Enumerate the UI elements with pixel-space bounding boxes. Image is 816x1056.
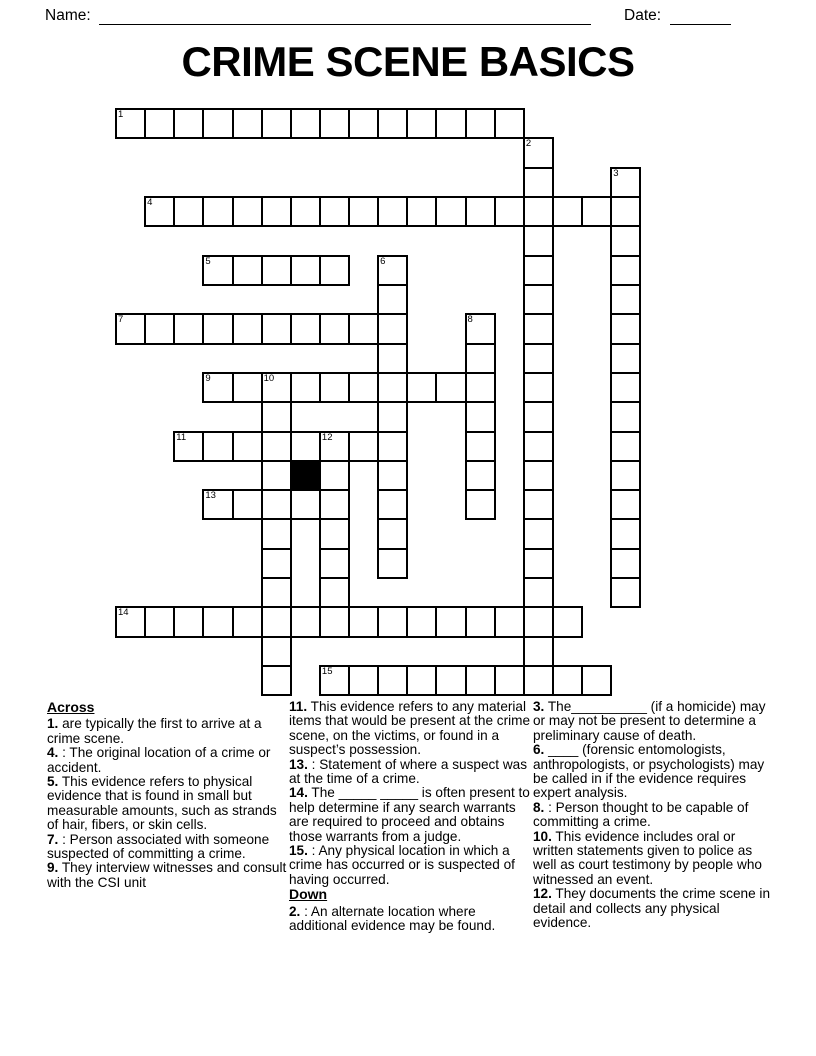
- grid-cell[interactable]: [348, 431, 379, 462]
- clue-number: 4: [147, 196, 153, 208]
- grid-cell[interactable]: [319, 313, 350, 344]
- grid-cell[interactable]: [261, 548, 292, 579]
- grid-cell[interactable]: [406, 196, 437, 227]
- grid-cell[interactable]: [406, 665, 437, 696]
- clue-number-label: 2.: [289, 903, 301, 919]
- grid-cell[interactable]: [377, 518, 408, 549]
- grid-cell[interactable]: [290, 196, 321, 227]
- grid-cell[interactable]: [377, 343, 408, 374]
- grid-cell[interactable]: [173, 196, 204, 227]
- clue-across-7: [47, 833, 288, 862]
- clue-number-label: 15.: [289, 843, 308, 859]
- clue-number-label: 13.: [289, 756, 308, 772]
- clue-text: : Person thought to be capable of committing a crime.: [533, 799, 749, 830]
- grid-cell[interactable]: [494, 196, 525, 227]
- grid-cell[interactable]: [261, 665, 292, 696]
- clue-number-label: 4.: [47, 745, 59, 761]
- grid-cell[interactable]: [494, 665, 525, 696]
- grid-cell[interactable]: [610, 460, 641, 491]
- grid-cell[interactable]: [523, 431, 554, 462]
- grid-cell[interactable]: [465, 372, 496, 403]
- grid-cell[interactable]: [377, 401, 408, 432]
- grid-cell[interactable]: [610, 401, 641, 432]
- clue-number-label: 12.: [533, 886, 552, 902]
- clue-across-4: [47, 746, 288, 775]
- grid-cell[interactable]: [202, 489, 233, 520]
- clue-column-2: [289, 700, 532, 934]
- grid-cell[interactable]: [232, 313, 263, 344]
- grid-cell[interactable]: [290, 489, 321, 520]
- grid-cell[interactable]: [261, 255, 292, 286]
- clue-across-1: [47, 717, 288, 746]
- clue-number-label: 3.: [533, 699, 545, 714]
- grid-cell[interactable]: [377, 665, 408, 696]
- grid-cell[interactable]: [261, 431, 292, 462]
- page-title: CRIME SCENE BASICS: [181, 38, 635, 85]
- clue-down-8: [533, 801, 773, 830]
- clue-down-6: [533, 743, 773, 801]
- clue-number: 8: [467, 314, 473, 326]
- grid-cell[interactable]: [290, 108, 321, 139]
- grid-cell[interactable]: [232, 108, 263, 139]
- grid-cell[interactable]: [290, 313, 321, 344]
- grid-cell[interactable]: [435, 665, 466, 696]
- grid-cell[interactable]: [465, 606, 496, 637]
- clue-down-3: [533, 700, 773, 743]
- clue-number-label: 7.: [47, 831, 59, 847]
- grid-cell[interactable]: [202, 431, 233, 462]
- grid-cell[interactable]: [435, 606, 466, 637]
- clue-number: 6: [380, 255, 386, 267]
- grid-cell[interactable]: [377, 372, 408, 403]
- grid-cell[interactable]: [610, 372, 641, 403]
- clue-across-11: [289, 700, 532, 758]
- grid-cell[interactable]: [290, 606, 321, 637]
- clue-number: 3: [613, 167, 619, 179]
- clue-number-label: 14.: [289, 785, 308, 801]
- grid-cell[interactable]: [494, 606, 525, 637]
- grid-cell[interactable]: [232, 255, 263, 286]
- grid-cell[interactable]: [261, 489, 292, 520]
- grid-cell[interactable]: [202, 108, 233, 139]
- grid-cell[interactable]: [465, 313, 496, 344]
- grid-cell[interactable]: [261, 460, 292, 491]
- crossword-grid: [115, 108, 675, 708]
- grid-cell[interactable]: [261, 372, 292, 403]
- grid-cell[interactable]: [319, 489, 350, 520]
- grid-cell[interactable]: [465, 401, 496, 432]
- grid-cell[interactable]: [465, 108, 496, 139]
- grid-cell[interactable]: [144, 196, 175, 227]
- grid-cell[interactable]: [523, 167, 554, 198]
- clue-header-down: Down: [289, 886, 328, 903]
- grid-cell[interactable]: [377, 460, 408, 491]
- grid-cell[interactable]: [610, 343, 641, 374]
- grid-cell[interactable]: [319, 577, 350, 608]
- clue-text: They documents the crime scene in detail and collects any physical evidence.: [533, 886, 771, 931]
- grid-cell[interactable]: [115, 108, 146, 139]
- grid-cell[interactable]: [523, 137, 554, 168]
- clue-number: 12: [321, 431, 333, 443]
- grid-cell[interactable]: [261, 518, 292, 549]
- grid-cell[interactable]: [523, 665, 554, 696]
- clue-text: They interview witnesses and consult with the CSI unit: [47, 860, 287, 890]
- clue-number: 10: [263, 372, 275, 384]
- grid-cell[interactable]: [261, 196, 292, 227]
- grid-cell[interactable]: [144, 606, 175, 637]
- grid-cell[interactable]: [523, 313, 554, 344]
- clue-text: : The original location of a crime or accident.: [47, 745, 271, 775]
- grid-cell[interactable]: [523, 489, 554, 520]
- grid-cell[interactable]: [610, 255, 641, 286]
- grid-cell[interactable]: [465, 196, 496, 227]
- grid-cell[interactable]: [610, 284, 641, 315]
- grid-cell[interactable]: [523, 343, 554, 374]
- grid-cell[interactable]: [232, 489, 263, 520]
- grid-cell[interactable]: [465, 431, 496, 462]
- grid-cell[interactable]: [348, 665, 379, 696]
- grid-cell[interactable]: [435, 196, 466, 227]
- grid-cell[interactable]: [202, 606, 233, 637]
- grid-cell[interactable]: [348, 313, 379, 344]
- grid-cell[interactable]: [290, 255, 321, 286]
- grid-cell[interactable]: [261, 606, 292, 637]
- grid-cell[interactable]: [377, 108, 408, 139]
- clue-number: 14: [118, 607, 129, 619]
- clue-across-13: [289, 758, 532, 787]
- clue-text: This evidence refers to any material items that would be present at the crime scene, on the victims, or found in a suspect’s possession.: [289, 699, 531, 758]
- grid-cell[interactable]: [523, 401, 554, 432]
- grid-cell[interactable]: [435, 108, 466, 139]
- grid-cell[interactable]: [202, 255, 233, 286]
- grid-cell[interactable]: [523, 225, 554, 256]
- clue-down-2: [289, 905, 532, 934]
- grid-cell[interactable]: [610, 313, 641, 344]
- grid-cell[interactable]: [232, 196, 263, 227]
- grid-cell[interactable]: [523, 372, 554, 403]
- grid-cell[interactable]: [348, 108, 379, 139]
- grid-cell[interactable]: [232, 431, 263, 462]
- grid-cell[interactable]: [523, 255, 554, 286]
- grid-cell[interactable]: [202, 313, 233, 344]
- grid-cell[interactable]: [319, 255, 350, 286]
- grid-cell[interactable]: [377, 431, 408, 462]
- grid-cell[interactable]: [494, 108, 525, 139]
- grid-cell[interactable]: [232, 372, 263, 403]
- grid-cell[interactable]: [173, 431, 204, 462]
- clue-number-label: 6.: [533, 742, 545, 758]
- grid-cell[interactable]: [319, 460, 350, 491]
- grid-cell[interactable]: [610, 489, 641, 520]
- grid-cell[interactable]: [377, 606, 408, 637]
- name-input-line[interactable]: [99, 24, 591, 25]
- grid-cell[interactable]: [523, 460, 554, 491]
- name-label: Name:: [45, 7, 91, 24]
- clue-text: : Person associated with someone suspected of committing a crime.: [47, 831, 270, 862]
- clue-text: : An alternate location where additional evidence may be found.: [289, 903, 496, 934]
- grid-cell[interactable]: [261, 313, 292, 344]
- clue-number: 11: [176, 431, 187, 443]
- grid-cell[interactable]: [552, 665, 583, 696]
- clue-number: 9: [205, 372, 211, 384]
- grid-cell[interactable]: [202, 196, 233, 227]
- grid-cell[interactable]: [319, 108, 350, 139]
- clue-text: are typically the first to arrive at a crime scene.: [47, 716, 262, 746]
- grid-cell[interactable]: [319, 606, 350, 637]
- grid-cell[interactable]: [202, 372, 233, 403]
- grid-cell[interactable]: [232, 606, 263, 637]
- clue-column-3: [533, 700, 773, 931]
- grid-cell[interactable]: [377, 313, 408, 344]
- clue-number: 7: [118, 314, 124, 326]
- clue-number: 15: [321, 666, 333, 678]
- grid-cell[interactable]: [348, 196, 379, 227]
- grid-cell[interactable]: [523, 284, 554, 315]
- clue-number: 5: [205, 255, 211, 267]
- clue-number-label: 5.: [47, 774, 59, 790]
- clue-across-9: [47, 861, 288, 890]
- grid-cell[interactable]: [465, 665, 496, 696]
- clue-across-15: [289, 844, 532, 887]
- clue-text: : Statement of where a suspect was at the time of a crime.: [289, 756, 528, 787]
- grid-cell[interactable]: [173, 313, 204, 344]
- grid-cell[interactable]: [290, 372, 321, 403]
- clue-text: ____ (forensic entomologists, anthropologists, or psychologists) may be called in if the evidence requires expert analysis.: [533, 742, 765, 801]
- clue-text: : Any physical location in which a crime has occurred or is suspected of having occurred.: [289, 843, 515, 887]
- clue-text: The__________ (if a homicide) may or may not be present to determine a preliminary cause of death.: [533, 699, 766, 743]
- grid-cell[interactable]: [348, 606, 379, 637]
- grid-cell[interactable]: [610, 548, 641, 579]
- clue-number: 1: [118, 109, 124, 120]
- clue-number-label: 1.: [47, 716, 59, 732]
- clue-across-14: [289, 786, 532, 844]
- grid-cell[interactable]: [406, 372, 437, 403]
- grid-cell[interactable]: [319, 196, 350, 227]
- grid-cell[interactable]: [319, 548, 350, 579]
- grid-cell[interactable]: [581, 665, 612, 696]
- grid-cell[interactable]: [377, 284, 408, 315]
- grid-cell[interactable]: [144, 313, 175, 344]
- grid-cell[interactable]: [465, 460, 496, 491]
- grid-cell[interactable]: [465, 343, 496, 374]
- grid-cell[interactable]: [261, 636, 292, 667]
- grid-cell[interactable]: [319, 431, 350, 462]
- grid-cell[interactable]: [552, 606, 583, 637]
- grid-cell[interactable]: [610, 196, 641, 227]
- grid-cell[interactable]: [523, 548, 554, 579]
- grid-cell[interactable]: [465, 489, 496, 520]
- grid-cell[interactable]: [610, 431, 641, 462]
- clue-down-10: [533, 830, 773, 888]
- grid-cell[interactable]: [261, 577, 292, 608]
- grid-cell[interactable]: [523, 196, 554, 227]
- grid-cell[interactable]: [319, 372, 350, 403]
- grid-cell[interactable]: [581, 196, 612, 227]
- grid-cell[interactable]: [377, 489, 408, 520]
- clue-header-across: Across: [47, 699, 95, 715]
- grid-cell[interactable]: [523, 577, 554, 608]
- clue-down-12: [533, 887, 773, 930]
- grid-cell[interactable]: [115, 313, 146, 344]
- grid-cell[interactable]: [523, 518, 554, 549]
- grid-cell[interactable]: [290, 431, 321, 462]
- grid-cell[interactable]: [319, 518, 350, 549]
- grid-cell[interactable]: [115, 606, 146, 637]
- clue-number-label: 8.: [533, 799, 545, 815]
- clue-column-1: [47, 700, 288, 890]
- grid-cell[interactable]: [144, 108, 175, 139]
- grid-cell[interactable]: [610, 225, 641, 256]
- grid-cell[interactable]: [523, 636, 554, 667]
- grid-cell[interactable]: [319, 665, 350, 696]
- grid-cell[interactable]: [173, 606, 204, 637]
- grid-cell[interactable]: [377, 196, 408, 227]
- clue-number-label: 10.: [533, 828, 552, 844]
- grid-cell[interactable]: [406, 108, 437, 139]
- clue-number-label: 11.: [289, 699, 308, 714]
- clue-text: The _____ _____ is often present to help determine if any search warrants are required to proceed and obtains those warrants from a judge.: [289, 785, 530, 844]
- grid-cell-black: [290, 460, 321, 491]
- grid-cell[interactable]: [610, 577, 641, 608]
- grid-cell[interactable]: [552, 196, 583, 227]
- grid-cell[interactable]: [406, 606, 437, 637]
- grid-cell[interactable]: [610, 167, 641, 198]
- grid-cell[interactable]: [377, 255, 408, 286]
- grid-cell[interactable]: [377, 548, 408, 579]
- clue-text: This evidence refers to physical evidence that is found in small but measurable amounts, such as strands of hair, fibers, or skin cells.: [47, 774, 277, 833]
- grid-cell[interactable]: [435, 372, 466, 403]
- grid-cell[interactable]: [261, 401, 292, 432]
- grid-cell[interactable]: [610, 518, 641, 549]
- clue-number: 13: [205, 490, 216, 502]
- clue-text: This evidence includes oral or written statements given to police as well as court testimony by people who witnessed an event.: [533, 828, 762, 887]
- grid-cell[interactable]: [173, 108, 204, 139]
- grid-cell[interactable]: [523, 606, 554, 637]
- grid-cell[interactable]: [261, 108, 292, 139]
- date-label: Date:: [624, 7, 662, 24]
- clue-number-label: 9.: [47, 860, 59, 876]
- date-input-line[interactable]: [670, 24, 731, 25]
- clue-number: 2: [525, 138, 532, 150]
- clue-across-5: [47, 775, 288, 833]
- grid-cell[interactable]: [348, 372, 379, 403]
